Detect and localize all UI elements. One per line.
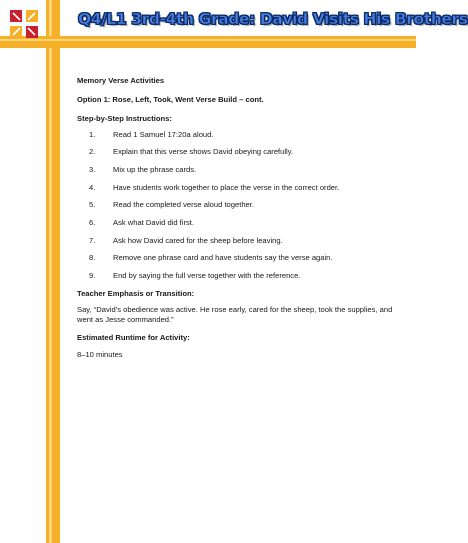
emphasis-heading: Teacher Emphasis or Transition: <box>77 288 195 298</box>
gold-cross-horizontal-bar <box>0 36 416 48</box>
list-item <box>77 147 402 157</box>
step-text: Remove one phrase card and have students say the verse again. <box>113 253 333 263</box>
list-item <box>77 165 402 175</box>
runtime-heading: Estimated Runtime for Activity: <box>77 333 190 343</box>
list-item <box>77 218 402 228</box>
step-number: 9. <box>89 270 96 280</box>
activity-content <box>77 76 402 360</box>
gold-cross-vertical-bar <box>46 0 60 543</box>
emphasis-text: Say, “David’s obedience was active. He rose early, cared for the sheep, took the supplies, and went as Jesse commanded.” <box>77 304 393 325</box>
page-title: Q4/L1 3rd-4th Grade: David Visits His Brothers <box>78 10 468 28</box>
option-title: Option 1: Rose, Left, Took, Went Verse Build – cont. <box>77 95 264 105</box>
step-number: 2. <box>89 147 96 157</box>
step-number: 7. <box>89 235 96 245</box>
step-text: Ask what David did first. <box>113 217 195 227</box>
step-text: Explain that this verse shows David obeying carefully. <box>113 147 294 157</box>
step-text: Read the completed verse aloud together. <box>113 200 254 210</box>
step-number: 4. <box>89 182 96 192</box>
list-item <box>77 183 402 193</box>
step-number: 8. <box>89 253 96 263</box>
step-number: 3. <box>89 165 96 175</box>
list-item <box>77 236 402 246</box>
list-item <box>77 130 402 140</box>
step-text: Ask how David cared for the sheep before leaving. <box>113 235 283 245</box>
list-item <box>77 200 402 210</box>
step-text: Mix up the phrase cards. <box>113 165 197 175</box>
step-text: Read 1 Samuel 17:20a aloud. <box>113 129 214 139</box>
step-number: 1. <box>89 129 96 139</box>
step-number: 5. <box>89 200 96 210</box>
step-text: End by saying the full verse together with the reference. <box>113 270 301 280</box>
section-title: Memory Verse Activities <box>77 76 165 85</box>
runtime-text: 8–10 minutes <box>77 349 123 359</box>
list-item <box>77 271 402 281</box>
step-text: Have students work together to place the verse in the correct order. <box>113 182 340 192</box>
church-cross-logo-icon <box>10 10 38 38</box>
list-item <box>77 253 402 263</box>
instructions-heading: Step-by-Step Instructions: <box>77 113 172 123</box>
step-number: 6. <box>89 217 96 227</box>
instructions-list <box>77 130 402 281</box>
